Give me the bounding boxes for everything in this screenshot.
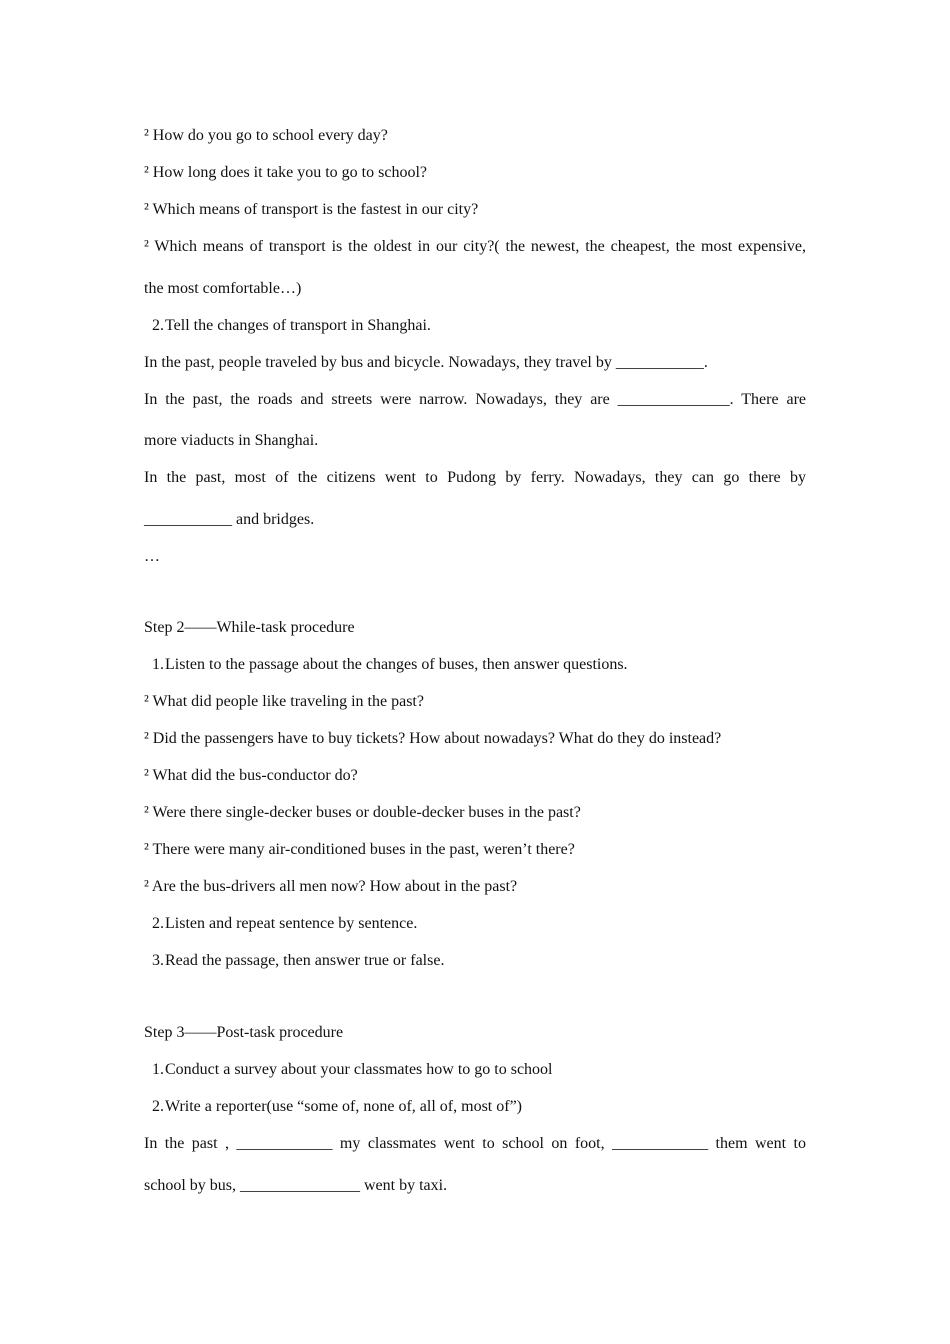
numbered-item	[144, 316, 806, 336]
numbered-item	[144, 1060, 806, 1080]
question-line: ² There were many air-conditioned buses in the past, weren’t there?	[144, 841, 575, 858]
item-number: 1.	[152, 656, 164, 673]
item-text: Listen to the passage about the changes of buses, then answer questions.	[165, 656, 628, 673]
item-text: Write a reporter(use “some of, none of, all of, most of”)	[165, 1098, 522, 1115]
question-line: ² How long does it take you to go to school?	[144, 164, 427, 181]
item-number: 2.	[152, 915, 164, 932]
question-line: ² Did the passengers have to buy tickets? How about nowadays? What do they do instead?	[144, 730, 722, 747]
question-line: ² Are the bus-drivers all men now? How about in the past?	[144, 878, 518, 895]
numbered-item	[144, 914, 806, 934]
question-line: ² What did the bus-conductor do?	[144, 767, 358, 784]
paragraph-line: In the past, people traveled by bus and bicycle. Nowadays, they travel by ___________.	[144, 354, 708, 371]
item-number: 2.	[152, 1098, 164, 1115]
numbered-item	[144, 655, 806, 675]
question-line: ² Were there single-decker buses or double-decker buses in the past?	[144, 804, 581, 821]
item-text: Conduct a survey about your classmates how to go to school	[165, 1061, 553, 1078]
paragraph-line: In the past, most of the citizens went to Pudong by ferry. Nowadays, they can go there by	[144, 469, 806, 486]
item-text: Tell the changes of transport in Shanghai.	[165, 317, 431, 334]
step-heading: Step 3——Post-task procedure	[144, 1024, 344, 1041]
paragraph-line: In the past, the roads and streets were narrow. Nowadays, they are ______________. There are	[144, 391, 806, 408]
numbered-item	[144, 951, 806, 971]
ellipsis: …	[144, 548, 160, 565]
item-text: Listen and repeat sentence by sentence.	[165, 915, 418, 932]
item-number: 1.	[152, 1061, 164, 1078]
numbered-item	[144, 1097, 806, 1117]
question-line: ² Which means of transport is the fastest in our city?	[144, 201, 479, 218]
paragraph-line: In the past , ____________ my classmates went to school on foot, ____________ them went to	[144, 1135, 806, 1152]
question-line-continuation: the most comfortable…)	[144, 280, 302, 297]
paragraph-line-continuation: school by bus, _______________ went by taxi.	[144, 1177, 448, 1194]
paragraph-line-continuation: more viaducts in Shanghai.	[144, 432, 319, 449]
item-number: 2.	[152, 317, 164, 334]
question-line: ² What did people like traveling in the past?	[144, 693, 424, 710]
question-line: ² Which means of transport is the oldest in our city?( the newest, the cheapest, the most expensive,	[144, 238, 806, 255]
item-text: Read the passage, then answer true or false.	[165, 952, 445, 969]
paragraph-line-continuation: ___________ and bridges.	[144, 511, 315, 528]
step-heading: Step 2——While-task procedure	[144, 619, 355, 636]
question-line: ² How do you go to school every day?	[144, 127, 388, 144]
item-number: 3.	[152, 952, 164, 969]
